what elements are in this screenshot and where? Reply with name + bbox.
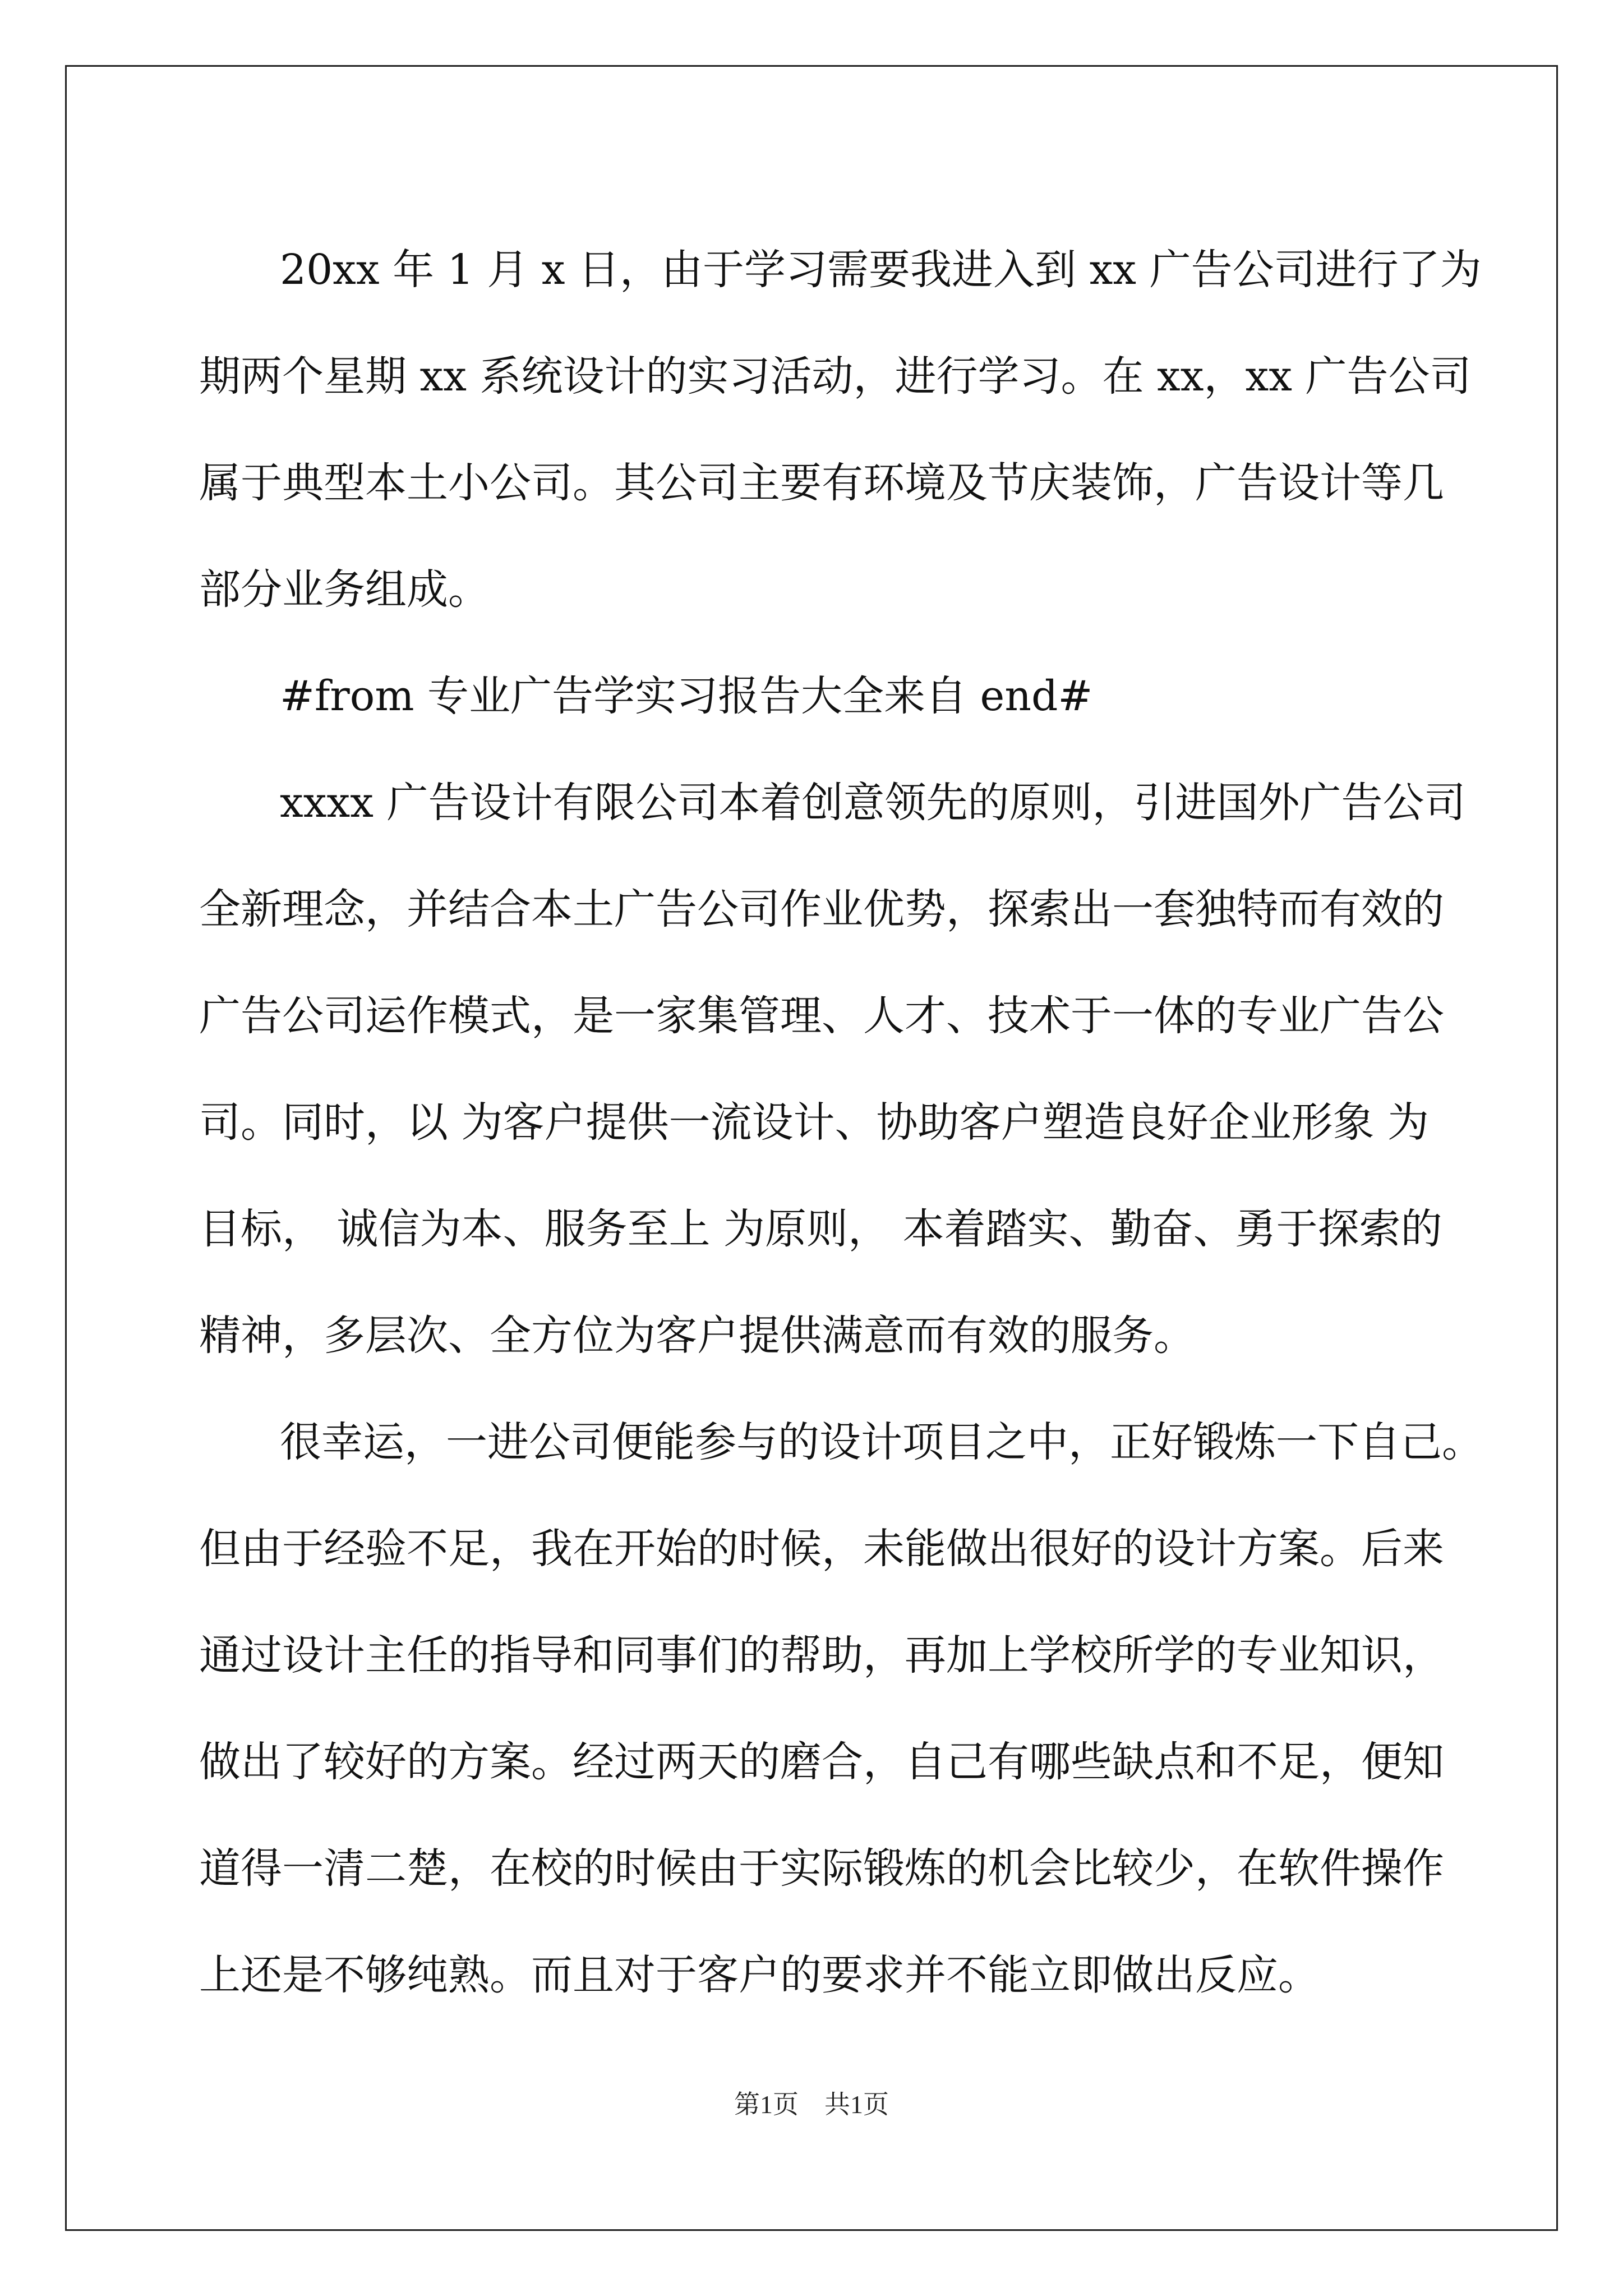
page-number-footer: 第1页 共1页: [734, 2090, 889, 2119]
paragraph-4-line-4: 做出了较好的方案。经过两天的磨合，自己有哪些缺点和不足，便知: [199, 1738, 1444, 1786]
paragraph-2-line-1: #from 专业广告学实习报告大全来自 end#: [280, 672, 1093, 720]
paragraph-3-line-6: 精神，多层次、全方位为客户提供满意而有效的服务。: [199, 1312, 1195, 1360]
paragraph-4-line-2: 但由于经验不足，我在开始的时候，未能做出很好的设计方案。后来: [199, 1525, 1444, 1573]
paragraph-4-line-1: 很幸运，一进公司便能参与的设计项目之中，正好锻炼一下自己。: [280, 1418, 1483, 1466]
paragraph-3-line-4: 司。同时，以 为客户提供一流设计、协助客户塑造良好企业形象 为: [199, 1098, 1430, 1147]
paragraph-3-line-1: xxxx 广告设计有限公司本着创意领先的原则，引进国外广告公司: [280, 779, 1466, 827]
paragraph-4-line-5: 道得一清二楚，在校的时候由于实际锻炼的机会比较少，在软件操作: [199, 1844, 1444, 1893]
paragraph-1-line-2: 期两个星期 xx 系统设计的实习活动，进行学习。在 xx，xx 广告公司: [199, 352, 1472, 401]
paragraph-3-line-2: 全新理念，并结合本土广告公司作业优势，探索出一套独特而有效的: [199, 885, 1444, 933]
paragraph-3-line-5: 目标， 诚信为本、服务至上 为原则， 本着踏实、勤奋、勇于探索的: [199, 1205, 1442, 1253]
paragraph-1-line-1: 20xx 年 1 月 x 日，由于学习需要我进入到 xx 广告公司进行了为: [280, 246, 1482, 294]
document-body: [199, 213, 1483, 2025]
paragraph-3-line-3: 广告公司运作模式，是一家集管理、人才、技术于一体的专业广告公: [199, 992, 1444, 1040]
paragraph-4-line-3: 通过设计主任的指导和同事们的帮助，再加上学校所学的专业知识，: [199, 1631, 1444, 1680]
paragraph-4-line-6: 上还是不够纯熟。而且对于客户的要求并不能立即做出反应。: [199, 1951, 1320, 1999]
paragraph-1-line-3: 属于典型本土小公司。其公司主要有环境及节庆装饰，广告设计等几: [199, 459, 1444, 507]
paragraph-1-line-4: 部分业务组成。: [199, 565, 490, 614]
